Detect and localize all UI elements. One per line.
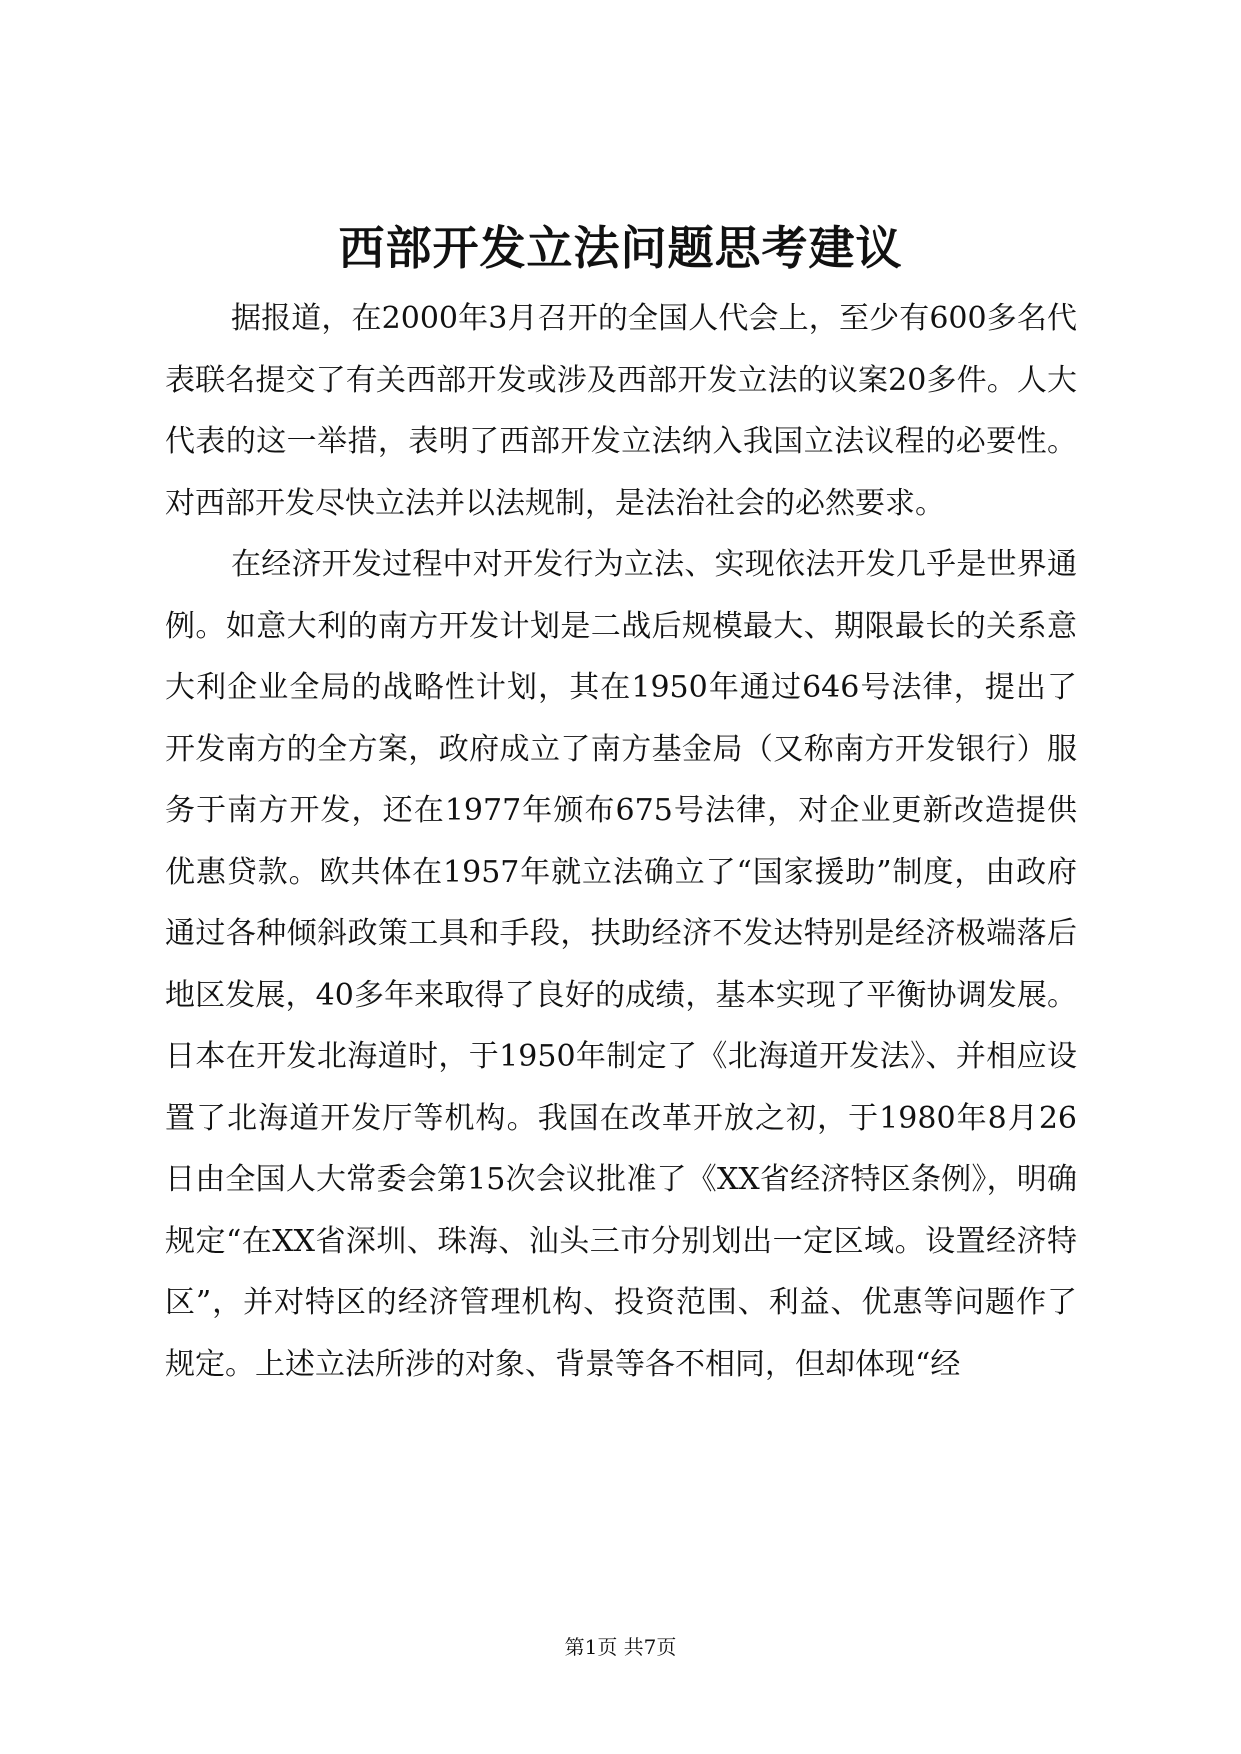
paragraph-1: 据报道，在2000年3月召开的全国人代会上，至少有600多名代表联名提交了有关西部开发或涉及西部开发立法的议案20多件。人大代表的这一举措，表明了西部开发立法纳入我国立法议程的必要性。对西部开发尽快立法并以法规制，是法治社会的必然要求。	[165, 301, 1077, 521]
document-title: 西部开发立法问题思考建议	[338, 221, 903, 275]
page-footer: 第1页 共7页	[564, 1635, 677, 1659]
document-body	[165, 288, 1077, 1395]
paragraph-2: 在经济开发过程中对开发行为立法、实现依法开发几乎是世界通例。如意大利的南方开发计划是二战后规模最大、期限最长的关系意大利企业全局的战略性计划，其在1950年通过646号法律，提出了开发南方的全方案，政府成立了南方基金局（又称南方开发银行）服务于南方开发，还在1977年颁布675号法律，对企业更新改造提供优惠贷款。欧共体在1957年就立法确立了“国家援助”制度，由政府通过各种倾斜政策工具和手段，扶助经济不发达特别是经济极端落后地区发展，40多年来取得了良好的成绩，基本实现了平衡协调发展。日本在开发北海道时，于1950年制定了《北海道开发法》、并相应设置了北海道开发厅等机构。我国在改革开放之初，于1980年8月26日由全国人大常委会第15次会议批准了《XX省经济特区条例》，明确规定“在XX省深圳、珠海、汕头三市分别划出一定区域。设置经济特区”，并对特区的经济管理机构、投资范围、利益、优惠等问题作了规定。上述立法所涉的对象、背景等各不相同，但却体现“经	[165, 547, 1077, 1382]
